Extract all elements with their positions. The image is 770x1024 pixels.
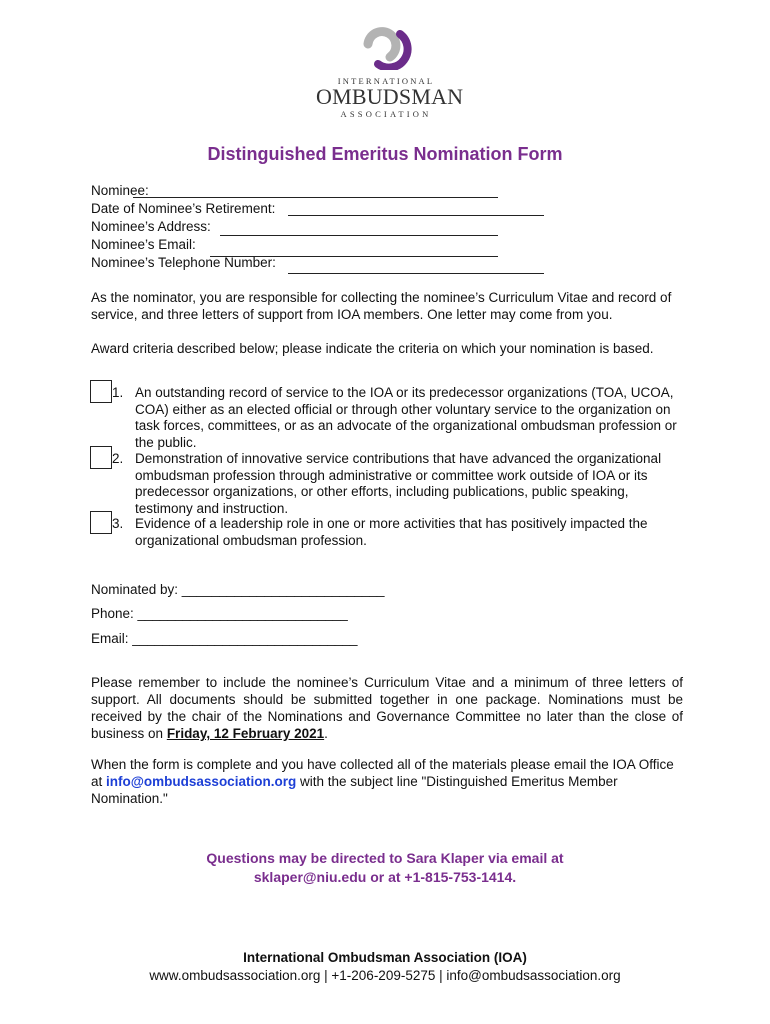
logo-text-international: INTERNATIONAL [337,76,435,86]
criteria-text: Evidence of a leadership role in one or more activities that has positively impacted the organizational ombudsman profession. [135,516,648,548]
submit-paragraph [91,756,683,807]
telephone-label: Nominee’s Telephone Number: [91,255,276,270]
criteria-1-checkbox[interactable] [90,380,112,403]
ioa-logo [316,24,464,124]
reminder-end: . [324,726,328,741]
intro-paragraph: As the nominator, you are responsible for collecting the nominee’s Curriculum Vitae and record of service, and three letters of support from IOA members. One letter may come from you. [91,290,672,322]
criteria-3 [112,516,682,549]
criteria-number: 1. [112,385,124,400]
retirement-label: Date of Nominee’s Retirement: [91,201,276,216]
email-label: Nominee’s Email: [91,237,196,252]
address-line[interactable] [220,235,498,236]
submit-text-after: with the subject line "Distinguished Emeritus Member Nomination." [91,774,618,806]
logo-text-ombudsman: OMBUDSMAN [316,84,464,109]
criteria-2-checkbox[interactable] [90,446,112,469]
reminder-paragraph [91,674,683,742]
nominee-label: Nominee: [91,183,149,198]
address-label: Nominee’s Address: [91,219,211,234]
email-field[interactable]: Email: ______________________________ [91,631,358,646]
submit-text-before: When the form is complete and you have collected all of the materials please email the IOA Office at [91,757,674,789]
criteria-text: Demonstration of innovative service contributions that have advanced the organizational ombudsman profession through administrative or committee work outside of IOA or its predecessor organizations, or other efforts, including publications, public speaking, testimony and instruction. [135,451,662,516]
questions-line-1: Questions may be directed to Sara Klaper via email at [206,850,564,866]
criteria-3-checkbox[interactable] [90,511,112,534]
footer-org-name: International Ombudsman Association (IOA) [243,950,527,965]
phone-field[interactable]: Phone: ____________________________ [91,606,348,621]
nominee-line[interactable] [133,197,498,198]
criteria-number: 3. [112,516,124,531]
ioa-logo-mark-icon [358,24,414,70]
questions-line-2: sklaper@niu.edu or at +1-815-753-1414. [253,869,517,885]
award-criteria-intro: Award criteria described below; please indicate the criteria on which your nomination is based. [91,341,654,356]
logo-text-association: ASSOCIATION [340,109,432,119]
form-title: Distinguished Emeritus Nomination Form [207,144,563,164]
criteria-number: 2. [112,451,124,466]
telephone-line[interactable] [288,273,544,274]
nominated-by-field[interactable]: Nominated by: ___________________________ [91,582,385,597]
criteria-text: An outstanding record of service to the IOA or its predecessor organizations (TOA, UCOA, COA) either as an elected official or through other voluntary service to the organization on task forces, committees, or as an advocate of the organizational ombudsman profession or the public. [135,385,677,450]
footer-contact: www.ombudsassociation.org | +1-206-209-5275 | info@ombudsassociation.org [149,968,621,983]
questions-block [0,849,770,887]
ioa-email-link[interactable]: info@ombudsassociation.org [106,774,297,789]
deadline-date: Friday, 12 February 2021 [166,726,325,741]
retirement-line[interactable] [288,215,544,216]
reminder-text: Please remember to include the nominee’s Curriculum Vitae and a minimum of three letters of support. All documents should be submitted together in one package. Nominations must be received by the chair of the Nominations and Governance Committee no later than the close of business on [91,675,683,741]
criteria-1 [112,385,682,451]
criteria-2 [112,451,682,517]
